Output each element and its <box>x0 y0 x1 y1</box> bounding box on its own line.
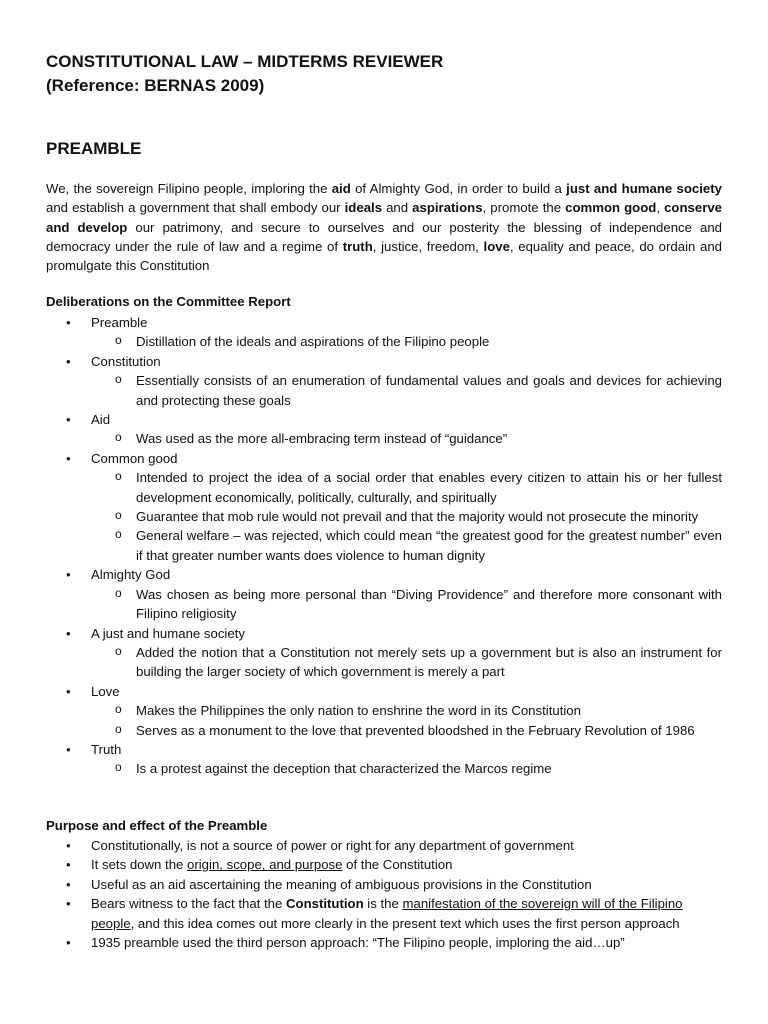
bullet-icon: • <box>66 857 71 873</box>
sub-bullet-icon: o <box>115 372 122 387</box>
preamble-run: of Almighty God, in order to build a <box>350 181 567 196</box>
bullet-icon: • <box>66 683 71 699</box>
deliberation-note-text: General welfare – was rejected, which could mean “the greatest good for the greatest number” even if that greater number wants does violence to human dignity <box>136 528 722 563</box>
sub-bullet-icon: o <box>115 721 122 736</box>
purpose-item <box>0 855 723 874</box>
deliberation-note <box>0 701 722 720</box>
deliberation-term: Constitution <box>91 353 161 369</box>
deliberation-note <box>0 332 722 351</box>
deliberation-note <box>0 759 722 778</box>
purpose-text: is the <box>363 896 403 912</box>
deliberations-heading: Deliberations on the Committee Report <box>46 294 291 309</box>
preamble-run: and establish a government that shall embody our <box>46 200 345 216</box>
deliberation-note <box>0 585 722 624</box>
deliberation-note-text: Guarantee that mob rule would not prevail and that the majority would not prosecute the minority <box>136 509 699 525</box>
deliberation-term-item <box>0 352 768 371</box>
deliberation-note-text: Was chosen as being more personal than “Diving Providence” and therefore more consonant with Filipino religiosity <box>136 586 722 622</box>
preamble-keyword: truth <box>342 238 373 254</box>
preamble-keyword: just and humane society <box>566 181 722 196</box>
purpose-item <box>0 894 723 933</box>
purpose-item <box>0 836 723 855</box>
purpose-text: manifestation of the sovereign will of the Filipino people <box>91 896 683 931</box>
sub-bullet-icon: o <box>115 527 122 542</box>
sub-bullet-icon: o <box>115 643 122 658</box>
deliberation-note <box>0 371 722 410</box>
bullet-icon: • <box>66 935 71 951</box>
sub-bullet-icon: o <box>115 702 122 717</box>
sub-bullet-icon: o <box>115 508 122 523</box>
deliberation-term: Love <box>91 683 120 699</box>
deliberation-term-item <box>0 410 768 429</box>
bullet-icon: • <box>66 625 71 641</box>
sub-bullet-icon: o <box>115 333 122 348</box>
purpose-text: Constitution <box>286 896 364 912</box>
bullet-icon: • <box>66 741 71 757</box>
purpose-heading: Purpose and effect of the Preamble <box>46 818 268 833</box>
preamble-keyword: aid <box>331 181 351 196</box>
purpose-text: origin, scope, and purpose <box>187 857 343 873</box>
section-title-preamble: PREAMBLE <box>46 139 142 158</box>
purpose-text: Bears witness to the fact that the <box>91 896 286 912</box>
preamble-keyword: conserve and develop <box>46 200 723 235</box>
preamble-run: , equality and peace, do ordain and promulgate this Constitution <box>46 238 723 274</box>
bullet-icon: • <box>66 838 71 853</box>
preamble-keyword: aspirations <box>412 200 483 216</box>
deliberation-term: A just and humane society <box>91 625 245 641</box>
deliberation-note-text: Serves as a monument to the love that prevented bloodshed in the February Revolution of 1986 <box>136 722 695 738</box>
deliberation-term-item <box>0 740 768 759</box>
sub-bullet-icon: o <box>115 760 122 775</box>
preamble-text <box>46 179 722 275</box>
deliberation-term-item <box>0 624 768 643</box>
deliberation-note-text: Makes the Philippines the only nation to enshrine the word in its Constitution <box>136 703 581 719</box>
purpose-item <box>0 875 723 894</box>
deliberation-note <box>0 429 722 448</box>
preamble-run: our patrimony, and secure to ourselves and our posterity the blessing of independence and democracy under the rule of law and a regime of <box>46 219 722 254</box>
bullet-icon: • <box>66 876 71 892</box>
bullet-icon: • <box>66 412 71 428</box>
deliberation-note-text: Distillation of the ideals and aspirations of the Filipino people <box>136 334 490 350</box>
bullet-icon: • <box>66 567 71 583</box>
bullet-icon: • <box>66 315 71 330</box>
deliberation-term-item <box>0 449 768 468</box>
deliberation-term-item <box>0 313 768 332</box>
sub-bullet-icon: o <box>115 585 122 600</box>
bullet-icon: • <box>66 353 71 369</box>
deliberation-note <box>0 468 722 507</box>
document-title: CONSTITUTIONAL LAW – MIDTERMS REVIEWER <box>46 52 444 71</box>
document-reference: (Reference: BERNAS 2009) <box>46 76 265 95</box>
purpose-item <box>0 933 723 952</box>
preamble-run: , <box>656 200 665 216</box>
purpose-text: of the Constitution <box>342 857 453 873</box>
bullet-icon: • <box>66 450 71 466</box>
preamble-keyword: ideals <box>344 200 383 216</box>
deliberation-term: Preamble <box>91 315 148 330</box>
sub-bullet-icon: o <box>115 469 122 484</box>
purpose-text: Useful as an aid ascertaining the meaning of ambiguous provisions in the Constitution <box>91 876 592 892</box>
deliberation-note <box>0 721 722 740</box>
preamble-keyword: common good <box>565 200 657 216</box>
preamble-run: and <box>382 200 413 216</box>
deliberation-term: Almighty God <box>91 567 171 583</box>
purpose-text: 1935 preamble used the third person approach: “The Filipino people, imploring the aid…up” <box>91 935 625 951</box>
deliberation-note-text: Intended to project the idea of a social order that enables every citizen to attain his or her fullest development economically, politically, culturally, and spiritually <box>136 470 722 505</box>
deliberation-note-text: Was used as the more all-embracing term instead of “guidance” <box>136 431 508 447</box>
purpose-text: , and this idea comes out more clearly in the present text which uses the first person approach <box>130 915 680 931</box>
preamble-run: , justice, freedom, <box>372 238 484 254</box>
bullet-icon: • <box>66 896 71 912</box>
deliberation-term: Truth <box>91 741 122 757</box>
purpose-text: Constitutionally, is not a source of power or right for any department of government <box>91 838 574 853</box>
deliberation-note-text: Is a protest against the deception that characterized the Marcos regime <box>136 761 552 777</box>
preamble-run: We, the sovereign Filipino people, imploring the <box>46 181 332 196</box>
deliberation-term-item <box>0 565 768 584</box>
preamble-run: , promote the <box>482 200 566 216</box>
deliberation-note <box>0 507 722 526</box>
sub-bullet-icon: o <box>115 430 122 445</box>
deliberation-note <box>0 526 722 565</box>
deliberation-term-item <box>0 682 768 701</box>
purpose-list <box>0 836 768 952</box>
deliberation-term: Aid <box>91 412 111 428</box>
deliberation-note-text: Essentially consists of an enumeration of fundamental values and goals and devices for achieving and protecting these goals <box>136 373 722 408</box>
purpose-text: It sets down the <box>91 857 188 873</box>
deliberations-list <box>0 313 768 779</box>
deliberation-note-text: Added the notion that a Constitution not merely sets up a government but is also an instrument for building the larger society of which government is merely a part <box>136 644 722 680</box>
deliberation-note <box>0 643 722 682</box>
preamble-keyword: love <box>483 238 510 254</box>
deliberation-term: Common good <box>91 450 178 466</box>
